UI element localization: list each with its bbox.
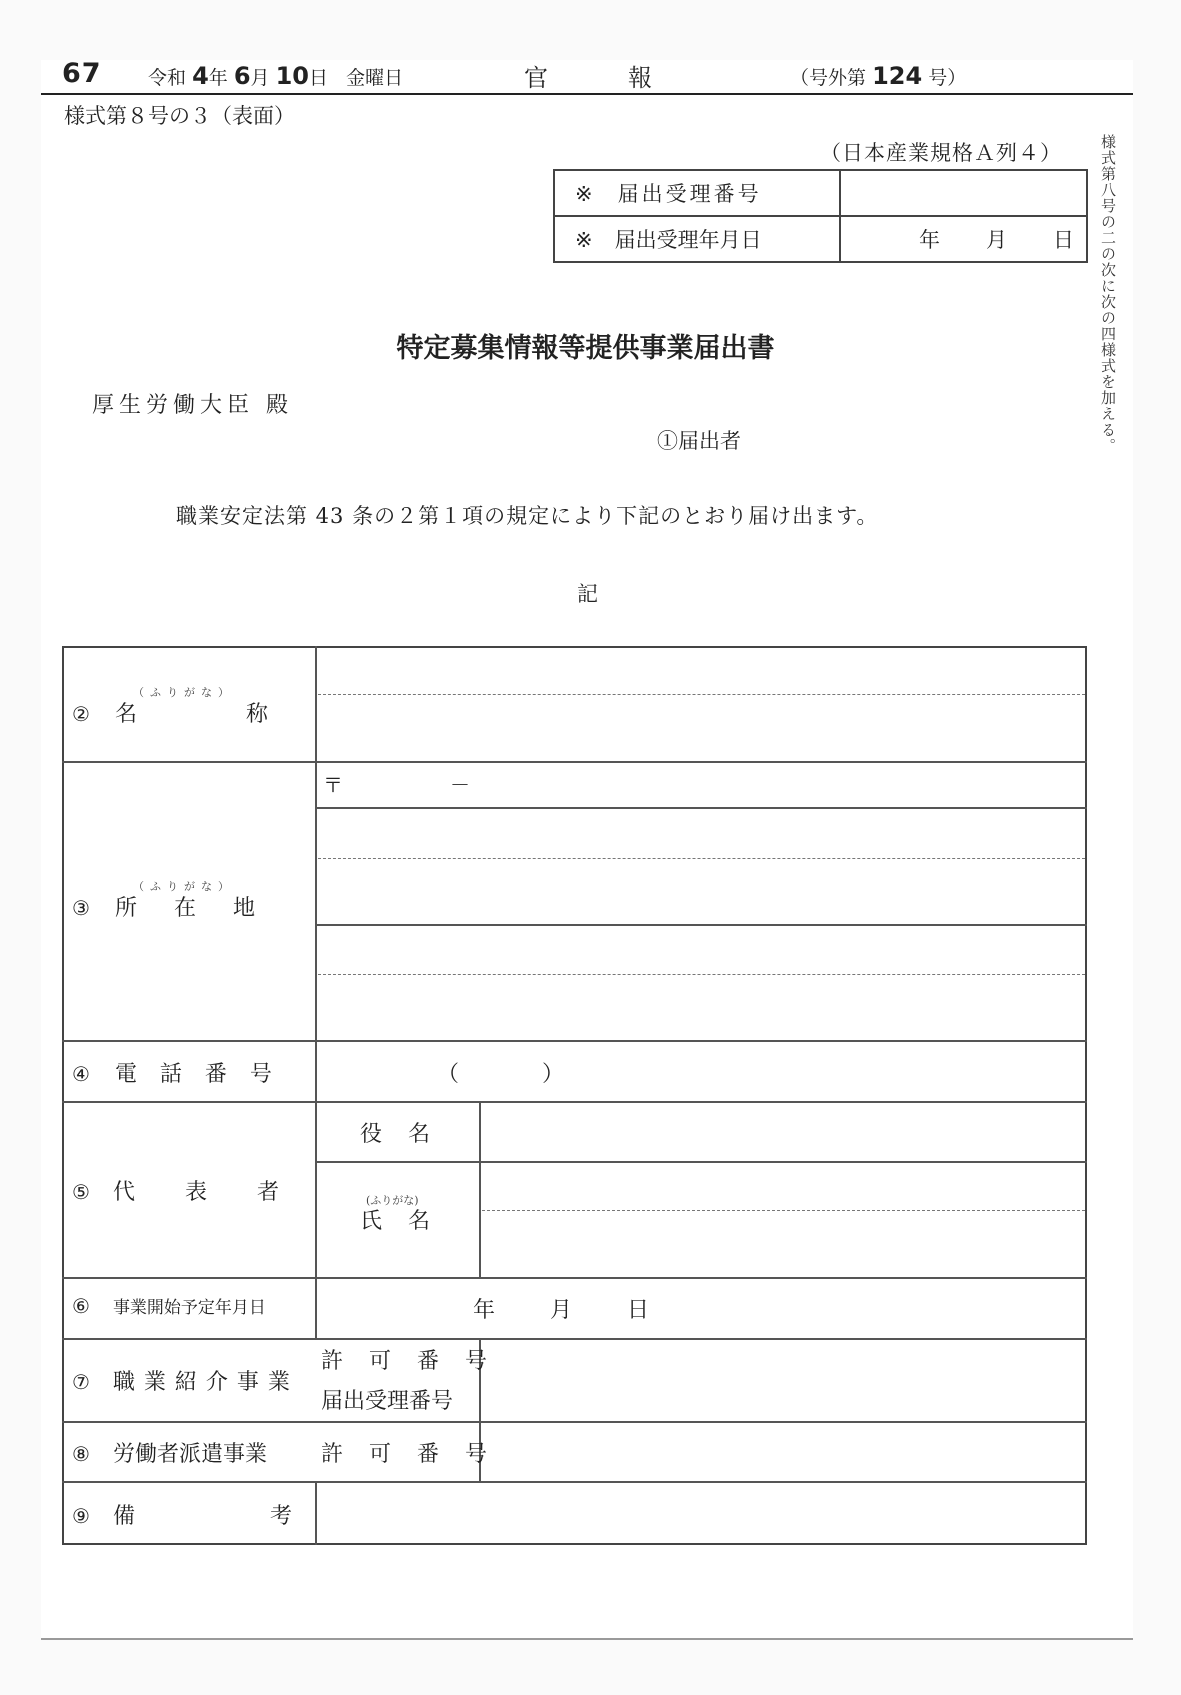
row-divider: [62, 761, 1087, 763]
label-part: 名: [114, 702, 137, 727]
gazette-name-2: 報: [628, 64, 652, 92]
placement-license-field[interactable]: [482, 1341, 1085, 1420]
receipt-number-field[interactable]: [840, 170, 1087, 216]
row-divider: [316, 807, 1087, 809]
day-unit: 日: [309, 67, 329, 89]
row-number: ⑤: [72, 1180, 90, 1204]
row-number: ④: [72, 1062, 90, 1086]
page-bottom-rule: [41, 1638, 1133, 1640]
license-number-sublabel: 許 可 番 号: [321, 1349, 490, 1374]
addressee-honorific: 殿: [266, 393, 294, 418]
label-part: 称: [245, 702, 268, 727]
label-text: 代 表 者: [112, 1180, 293, 1205]
label-part: 考: [269, 1504, 292, 1529]
label-text: 事業開始予定年月日: [112, 1298, 266, 1318]
representative-title-field[interactable]: [482, 1104, 1085, 1160]
receipt-number-label: [554, 170, 840, 216]
label-part: 所: [114, 896, 137, 921]
ki-heading: [0, 578, 1181, 608]
phone-field[interactable]: [318, 1043, 1085, 1100]
furigana-note: （ふりがな）: [133, 686, 235, 699]
label-text: 労働者派遣事業: [112, 1442, 267, 1467]
day: 10: [275, 62, 309, 90]
row-divider: [316, 1161, 1087, 1163]
postal-dash: －: [450, 773, 470, 797]
row-divider: [62, 1101, 1087, 1103]
row-name-label: [72, 697, 268, 728]
receipt-number-sublabel: 届出受理番号: [321, 1389, 454, 1414]
label-part: 在: [173, 896, 196, 921]
document-title: [0, 326, 1181, 365]
day-unit: 日: [627, 1298, 650, 1323]
statement: 職業安定法第 43 条の２第１項の規定により下記のとおり届け出ます。: [176, 504, 879, 528]
document-title-text: 特定募集情報等提供事業届出書: [396, 333, 775, 364]
receipt-box: [553, 169, 1088, 263]
col-divider: [315, 646, 317, 1339]
name-field[interactable]: [318, 648, 1085, 760]
receipt-date-label: [554, 216, 840, 262]
issue-number: 124: [872, 62, 923, 90]
phone-paren-open: （: [437, 1062, 460, 1087]
receipt-number-text: 届出受理番号: [617, 182, 762, 206]
year-unit: 年: [208, 67, 228, 89]
receipt-date-field[interactable]: [840, 216, 1087, 262]
label-text: 職 業 紹 介 事 業: [112, 1370, 291, 1395]
label-part: 備: [112, 1504, 135, 1529]
title-sublabel: 役 名: [360, 1122, 433, 1147]
row-remarks-label: [72, 1499, 292, 1530]
start-date-field[interactable]: [318, 1280, 1085, 1337]
receipt-number-row: [554, 170, 1087, 216]
row-divider: [62, 1481, 1087, 1483]
reference-mark-icon: ※: [575, 182, 596, 206]
representative-name-field[interactable]: [482, 1164, 1085, 1276]
row-divider: [62, 1338, 1087, 1340]
weekday: 金曜日: [346, 67, 404, 89]
col-divider: [315, 1482, 317, 1545]
side-note: 様式第八号の二の次に次の四様式を加える。: [1099, 134, 1117, 454]
month: 6: [233, 62, 251, 90]
row-number: ⑥: [72, 1294, 90, 1318]
name-sublabel: 氏 名: [360, 1209, 433, 1234]
form-number: 様式第８号の３（表面）: [64, 104, 295, 128]
issue-suffix: 号）: [928, 67, 967, 89]
month-unit: 月: [250, 67, 270, 89]
day-unit: 日: [1053, 228, 1074, 252]
row-representative-label: [72, 1175, 293, 1206]
row-divider: [62, 1040, 1087, 1042]
row-dispatch-label: [72, 1437, 267, 1468]
postal-code-field[interactable]: [318, 764, 1085, 806]
row-number: ⑧: [72, 1442, 90, 1466]
row-start-date-label: [72, 1293, 266, 1319]
gazette-name-1: 官: [524, 64, 548, 92]
reference-mark-icon: ※: [575, 228, 593, 252]
issue-prefix: （号外第: [790, 67, 867, 89]
row-phone-label: [72, 1057, 280, 1088]
row-address-label: [72, 891, 255, 922]
row-divider: [62, 1277, 1087, 1279]
year-unit: 年: [473, 1298, 496, 1323]
license-number-sublabel: 許 可 番 号: [321, 1442, 490, 1467]
gazette-date: [148, 62, 403, 90]
row-number: ⑨: [72, 1504, 90, 1528]
row-placement-label: [72, 1365, 291, 1396]
gazette-issue: [790, 62, 966, 90]
label-text: 電 話 番 号: [114, 1062, 280, 1087]
furigana-note: （ふりがな）: [133, 880, 235, 893]
row-divider: [316, 924, 1087, 926]
furigana-note: (ふりがな): [366, 1194, 419, 1207]
subcol-divider: [479, 1102, 481, 1278]
postal-mark-icon: 〒: [323, 773, 343, 797]
address-line-1-field[interactable]: [318, 810, 1085, 923]
row-number: ⑦: [72, 1370, 90, 1394]
label-part: 地: [232, 896, 255, 921]
remarks-field[interactable]: [318, 1484, 1085, 1544]
row-divider: [62, 1421, 1087, 1423]
addressee-name: 厚生労働大臣: [92, 393, 255, 418]
applicant-label: ①届出者: [657, 429, 741, 453]
dispatch-license-field[interactable]: [482, 1424, 1085, 1480]
ki-text: 記: [577, 582, 598, 606]
addressee: [92, 388, 293, 419]
header-rule: [41, 93, 1133, 95]
gazette-page-number: 67: [62, 58, 102, 89]
paper-size-note: （日本産業規格Ａ列４）: [820, 141, 1062, 165]
phone-paren-close: ）: [542, 1062, 565, 1087]
row-number: ③: [72, 896, 90, 920]
month-unit: 月: [986, 228, 1007, 252]
address-line-2-field[interactable]: [318, 927, 1085, 1039]
receipt-date-row: [554, 216, 1087, 262]
year-unit: 年: [919, 228, 940, 252]
receipt-date-text: 届出受理年月日: [614, 228, 762, 252]
row-number: ②: [72, 702, 90, 726]
era: 令和: [148, 67, 187, 89]
year: 4: [192, 62, 209, 90]
month-unit: 月: [550, 1298, 573, 1323]
